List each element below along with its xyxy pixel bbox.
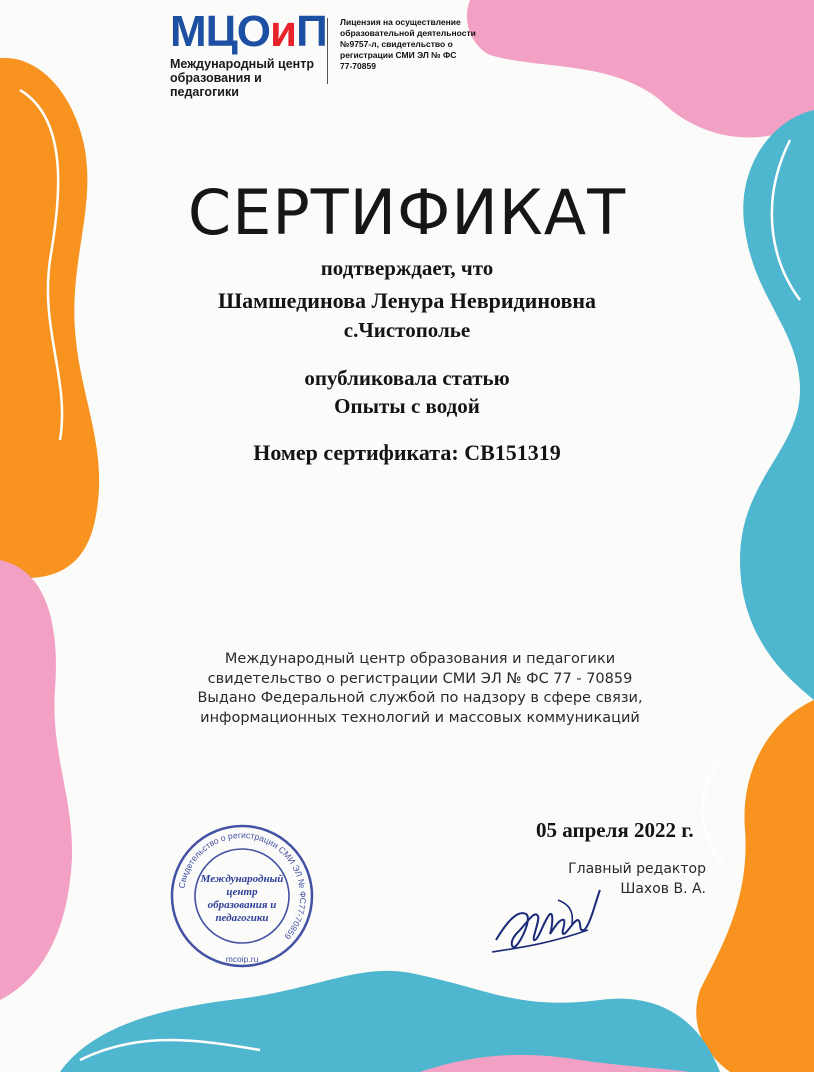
orange-blob-bottom-right <box>696 700 814 1072</box>
logo-text-main: МЦО <box>170 7 271 56</box>
publisher-info <box>180 650 660 728</box>
pink-blob-top-right <box>467 0 814 137</box>
license-line: образовательной деятельности <box>340 28 476 38</box>
license-line: регистрации СМИ ЭЛ № ФС <box>340 50 457 60</box>
seal-bottom-text: mcoip.ru <box>225 954 259 964</box>
signature-image <box>488 880 608 960</box>
pink-blob-bottom-left <box>0 560 72 1000</box>
license-info <box>340 17 490 72</box>
license-line: №9757-л, свидетельство о <box>340 39 453 49</box>
logo <box>170 8 327 56</box>
logo-text-accent: и <box>270 7 297 56</box>
header-divider <box>327 18 328 84</box>
editor-name: Шахов В. А. <box>620 881 706 897</box>
license-line: 77-70859 <box>340 61 376 71</box>
editor-role: Главный редактор <box>568 861 706 877</box>
seal-center-line: педагогики <box>215 912 269 924</box>
seal-ring-text: Свидетельство о регистрации СМИ ЭЛ № ФС77-70859 <box>176 829 309 942</box>
logo-org-line: образования и педагогики <box>170 71 262 99</box>
publisher-line: Выдано Федеральной службой по надзору в сфере связи, <box>197 690 643 706</box>
issue-date: 05 апреля 2022 г. <box>536 818 694 842</box>
teal-blob-bottom <box>60 971 720 1072</box>
seal-center-line: центр <box>226 886 258 898</box>
publisher-line: информационных технологий и массовых коммуникаций <box>200 709 640 726</box>
seal-center-line: Международный <box>200 873 284 885</box>
logo-org-line: Международный центр <box>170 57 314 71</box>
article-title: Опыты с водой <box>334 394 480 418</box>
seal-center-line: образования и <box>207 899 277 911</box>
publisher-line: Международный центр образования и педагогики <box>224 651 616 667</box>
action-text: опубликовала статью <box>304 366 510 390</box>
license-line: Лицензия на осуществление <box>340 17 461 27</box>
logo-org-name <box>170 57 320 99</box>
seal-stamp <box>168 822 316 970</box>
white-curve-bottom-right <box>703 760 740 880</box>
certificate-number: Номер сертификата: СВ151319 <box>253 440 561 465</box>
confirms-text: подтверждает, что <box>320 256 494 280</box>
certificate-title: СЕРТИФИКАТ <box>187 176 627 249</box>
recipient-name: Шамшединова Ленура Невридиновна <box>217 288 597 313</box>
logo-text-end: П <box>296 7 327 56</box>
publisher-line: свидетельство о регистрации СМИ ЭЛ № ФС 77 - 70859 <box>207 670 633 687</box>
recipient-location: с.Чистополье <box>343 318 471 342</box>
